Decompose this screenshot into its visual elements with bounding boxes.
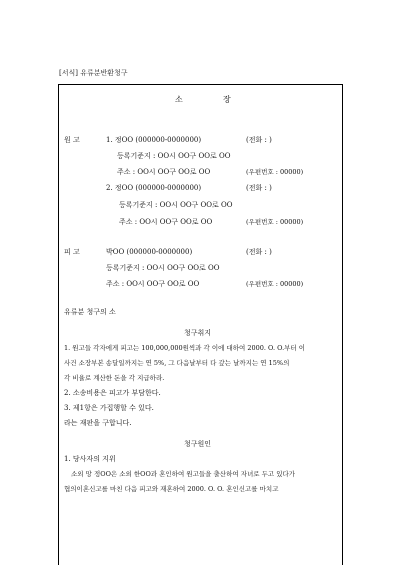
plaintiff-2-phone: (전화 : ): [246, 184, 272, 192]
claim-purpose-line: 3. 제1항은 가집행할 수 있다.: [64, 404, 154, 412]
defendant-registration: 등록기준지 : OO시 OO구 OO로 OO: [106, 264, 220, 272]
plaintiff-1-postal: (우편번호 : 00000): [246, 168, 304, 176]
claim-purpose-line: 1. 원고들 각자에게 피고는 100,000,000원씩과 각 이에 대하여 2000. O. O.부터 이: [64, 344, 306, 352]
claim-purpose-line: 사건 소장부본 송달일까지는 연 5%, 그 다음날부터 다 갚는 날까지는 연 15%의: [64, 359, 290, 367]
plaintiff-1-address: 주소 : OO시 OO구 OO로 OO: [117, 168, 211, 176]
defendant-address: 주소 : OO시 OO구 OO로 OO: [106, 280, 200, 288]
doc-title-left: 소: [175, 95, 183, 104]
plaintiff-1-registration: 등록기준지 : OO시 OO구 OO로 OO: [117, 152, 231, 160]
plaintiff-role-label: 원 고: [64, 136, 80, 144]
plaintiff-2-postal: (우편번호 : 00000): [246, 218, 304, 226]
claim-purpose-line: 라는 재판을 구합니다.: [64, 419, 132, 427]
defendant-postal: (우편번호 : 00000): [246, 280, 304, 288]
claim-purpose-line: 각 비율로 계산한 돈을 각 지급하라.: [64, 374, 165, 382]
claim-cause-line: 소외 망 정OO은 소외 한OO과 혼인하여 원고들을 출산하여 자녀로 두고 있다가: [71, 470, 296, 478]
defendant-phone: (전화 : ): [246, 248, 272, 256]
case-name: 유류분 청구의 소: [64, 308, 116, 316]
plaintiff-2-address: 주소 : OO시 OO구 OO로 OO: [119, 218, 213, 226]
claim-cause-heading: 청구원인: [184, 440, 212, 448]
doc-title-right: 장: [223, 95, 231, 104]
plaintiff-2-name: 2. 정OO (000000-0000000): [106, 184, 202, 192]
defendant-name: 박OO (000000-0000000): [106, 248, 193, 256]
defendant-role-label: 피 고: [64, 248, 80, 256]
claim-cause-subheading: 1. 당사자의 지위: [64, 455, 116, 463]
claim-purpose-heading: 청구취지: [184, 329, 212, 337]
form-label: [서식] 유류분반환청구: [59, 69, 128, 77]
claim-purpose-line: 2. 소송비용은 피고가 부담한다.: [64, 389, 161, 397]
plaintiff-1-name: 1. 정OO (000000-0000000): [106, 136, 202, 144]
plaintiff-1-phone: (전화 : ): [246, 136, 272, 144]
plaintiff-2-registration: 등록기준지 : OO시 OO구 OO로 OO: [119, 201, 233, 209]
claim-cause-line: 협의이혼신고를 마친 다음 피고와 재혼하여 2000. O. O. 혼인신고를 마치고: [64, 485, 279, 493]
